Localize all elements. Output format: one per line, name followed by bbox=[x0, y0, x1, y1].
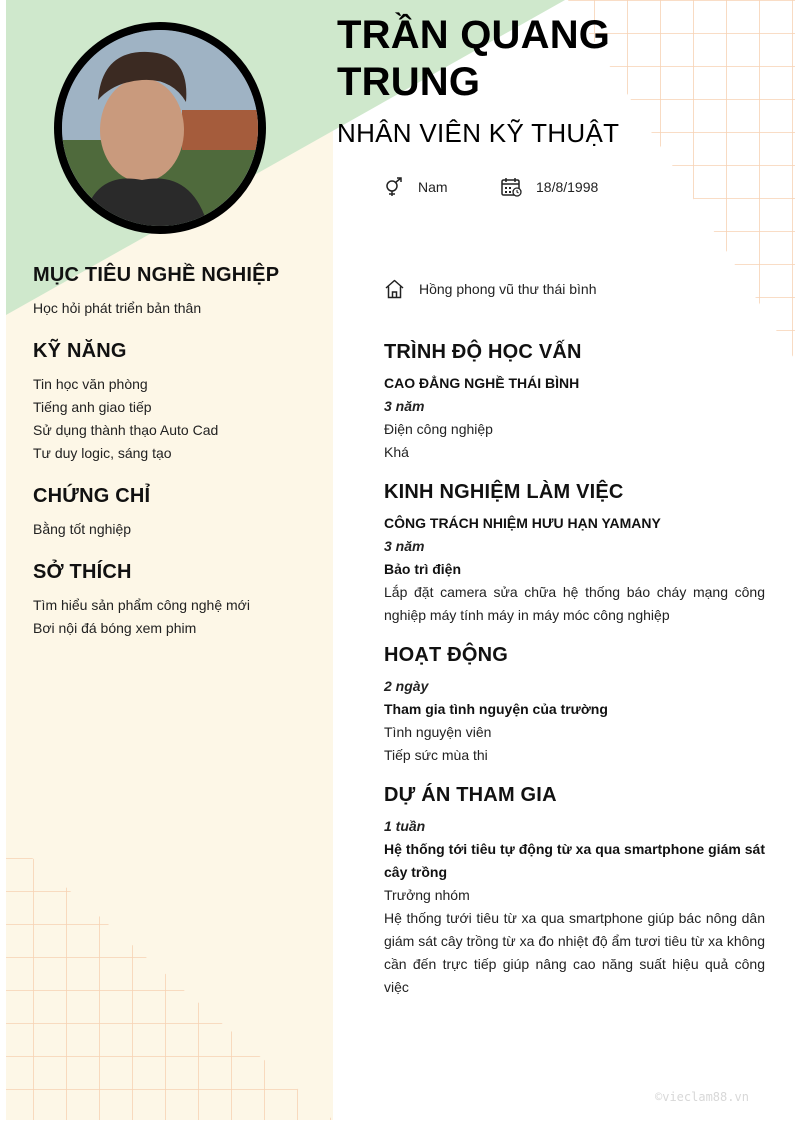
activity-description: Tiếp sức mùa thi bbox=[384, 747, 488, 763]
watermark: ©vieclam88.vn bbox=[655, 1090, 749, 1104]
activities-title: HOẠT ĐỘNG bbox=[384, 644, 509, 666]
gender-icon bbox=[384, 177, 404, 197]
certificates-title: CHỨNG CHỈ bbox=[33, 485, 151, 507]
avatar-image bbox=[62, 30, 258, 226]
skill-item: Tiếng anh giao tiếp bbox=[33, 399, 152, 415]
name-line-1: TRẦN QUANG bbox=[337, 13, 611, 57]
hobbies-section bbox=[33, 561, 250, 640]
hobbies-title: SỞ THÍCH bbox=[33, 561, 132, 583]
activity-duration: 2 ngày bbox=[384, 678, 429, 694]
gender-value: Nam bbox=[418, 179, 448, 195]
certificate-item: Bằng tốt nghiệp bbox=[33, 521, 132, 537]
home-icon bbox=[384, 279, 405, 299]
projects-section bbox=[384, 784, 765, 999]
education-duration: 3 năm bbox=[384, 398, 425, 414]
gender-row bbox=[384, 177, 448, 197]
projects-title: DỰ ÁN THAM GIA bbox=[384, 784, 557, 806]
experience-section bbox=[384, 481, 765, 627]
address-value: Hồng phong vũ thư thái bình bbox=[419, 281, 597, 297]
calendar-icon bbox=[501, 177, 522, 197]
experience-title: KINH NGHIỆM LÀM VIỆC bbox=[384, 481, 624, 503]
project-duration: 1 tuần bbox=[384, 818, 426, 834]
experience-description: Lắp đặt camera sửa chữa hệ thống báo cháy mạng công nghiệp máy tính máy in máy móc công nghiệp bbox=[384, 584, 765, 623]
hobby-item: Tìm hiểu sản phẩm công nghệ mới bbox=[33, 597, 250, 613]
activity-role: Tình nguyện viên bbox=[384, 724, 492, 740]
job-title: NHÂN VIÊN KỸ THUẬT bbox=[337, 118, 620, 148]
education-grade: Khá bbox=[384, 444, 409, 460]
profile-photo bbox=[54, 22, 266, 234]
skills-title: KỸ NĂNG bbox=[33, 340, 127, 362]
skills-section bbox=[33, 340, 218, 465]
address-row bbox=[384, 279, 597, 299]
project-name: Hệ thống tới tiêu tự động từ xa qua smartphone giám sát cây trồng bbox=[384, 841, 765, 880]
education-title: TRÌNH ĐỘ HỌC VẤN bbox=[384, 341, 582, 363]
education-section bbox=[384, 341, 765, 464]
certificates-section bbox=[33, 485, 150, 541]
name-line-2: TRUNG bbox=[337, 60, 481, 104]
education-major: Điện công nghiệp bbox=[384, 421, 493, 437]
birthday-row bbox=[501, 177, 598, 197]
birthday-value: 18/8/1998 bbox=[536, 179, 599, 195]
objective-title: MỤC TIÊU NGHỀ NGHIỆP bbox=[33, 264, 280, 286]
experience-duration: 3 năm bbox=[384, 538, 425, 554]
right-column bbox=[384, 341, 765, 1016]
objective-text: Học hỏi phát triển bản thân bbox=[33, 300, 202, 316]
objective-section bbox=[33, 264, 279, 320]
candidate-name bbox=[337, 12, 697, 106]
skill-item: Tin học văn phòng bbox=[33, 376, 148, 392]
activity-name: Tham gia tình nguyện của trường bbox=[384, 701, 608, 717]
experience-position: Bảo trì điện bbox=[384, 561, 462, 577]
school-name: CAO ĐẲNG NGHỀ THÁI BÌNH bbox=[384, 375, 580, 391]
skill-item: Sử dụng thành thạo Auto Cad bbox=[33, 422, 219, 438]
skill-item: Tư duy logic, sáng tạo bbox=[33, 445, 172, 461]
activities-section bbox=[384, 644, 765, 767]
project-role: Trưởng nhóm bbox=[384, 887, 470, 903]
hobby-item: Bơi nội đá bóng xem phim bbox=[33, 620, 197, 636]
company-name: CÔNG TRÁCH NHIỆM HƯU HẠN YAMANY bbox=[384, 515, 661, 531]
project-description: Hệ thống tưới tiêu từ xa qua smartphone giúp bác nông dân giám sát cây trồng từ xa đo nhiệt độ ẩm tươi tiêu từ xa không cần đến trực tiếp giúp nâng cao năng suất hiệu quả công việc bbox=[384, 910, 765, 995]
